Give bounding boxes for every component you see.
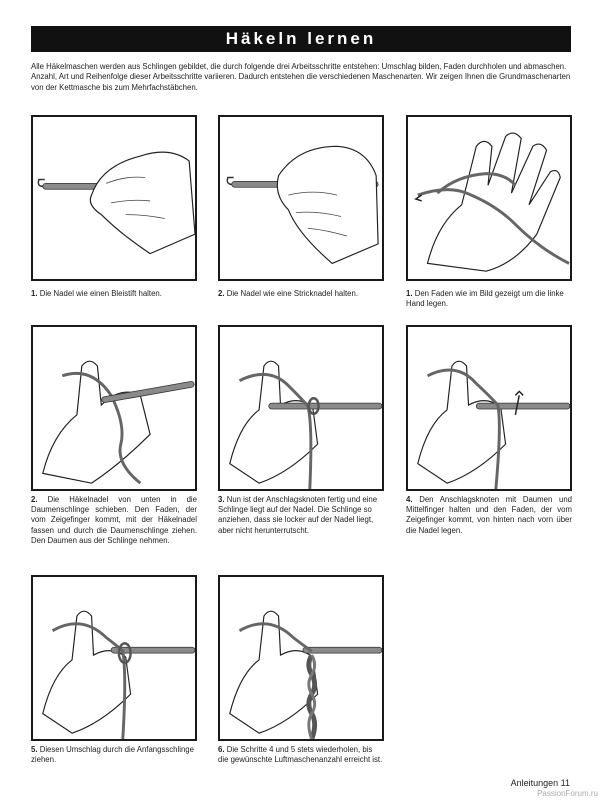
illustration-thumb-loop bbox=[31, 325, 197, 491]
hand-yarn-illustration bbox=[220, 577, 382, 739]
illustration-pull-through bbox=[31, 575, 197, 741]
hand-yarn-illustration bbox=[408, 117, 570, 279]
illustration-pencil-grip bbox=[31, 115, 197, 281]
step-caption: 1. Den Faden wie im Bild gezeigt um die linke Hand legen. bbox=[406, 289, 564, 309]
step-caption: 3. Nun ist der Anschlagsknoten fertig und eine Schlinge liegt auf der Nadel. Die Schlinge so anziehen, dass sie locker auf der Nadel liegt, aber nicht herunterrutscht. bbox=[218, 495, 378, 535]
page-title: Häkeln lernen bbox=[31, 26, 571, 52]
step-caption: 5. Diesen Umschlag durch die Anfangsschlinge ziehen. bbox=[31, 745, 194, 765]
hand-needle-illustration bbox=[33, 117, 195, 279]
step-caption: 1. Die Nadel wie einen Bleistift halten. bbox=[31, 289, 162, 298]
hand-yarn-illustration bbox=[408, 327, 570, 489]
hand-yarn-illustration bbox=[33, 577, 195, 739]
hand-yarn-illustration bbox=[33, 327, 195, 489]
step-caption: 4. Den Anschlagsknoten mit Daumen und Mittelfinger halten und den Faden, der vom Zeigefinger kommt, von hinten nach vorn über die Nadel legen. bbox=[406, 495, 572, 535]
illustration-knife-grip bbox=[218, 115, 384, 281]
step-caption: 2. Die Nadel wie eine Stricknadel halten. bbox=[218, 289, 359, 298]
step-caption: 6. Die Schritte 4 und 5 stets wiederholen, bis die gewünschte Luftmaschenanzahl erreicht ist. bbox=[218, 745, 383, 765]
hand-needle-illustration bbox=[220, 117, 382, 279]
page-number: Anleitungen 11 bbox=[510, 778, 570, 788]
illustration-slip-knot bbox=[218, 325, 384, 491]
illustration-yarn-over bbox=[406, 325, 572, 491]
watermark: PassionForum.ru bbox=[537, 789, 598, 798]
hand-yarn-illustration bbox=[220, 327, 382, 489]
step-caption: 2. Die Häkelnadel von unten in die Daumenschlinge schieben. Den Faden, der vom Zeigefinger kommt, mit der Häkelnadel fassen und durch die Daumenschlinge ziehen. Den Daumen aus der Schlinge nehmen. bbox=[31, 495, 197, 545]
intro-text: Alle Häkelmaschen werden aus Schlingen gebildet, die durch folgende drei Arbeitsschritte entstehen: Umschlag bilden, Faden durchholen und abmaschen. Anzahl, Art und Reihenfolge dieser Arbeitsschritte variieren. Dadurch entstehen die verschiedenen Maschenarten. Wir zeigen Ihnen die Grundmaschenarten von der Kettmasche bis zum Mehrfachstäbchen. bbox=[31, 62, 571, 92]
illustration-chain-row bbox=[218, 575, 384, 741]
illustration-yarn-on-hand bbox=[406, 115, 572, 281]
